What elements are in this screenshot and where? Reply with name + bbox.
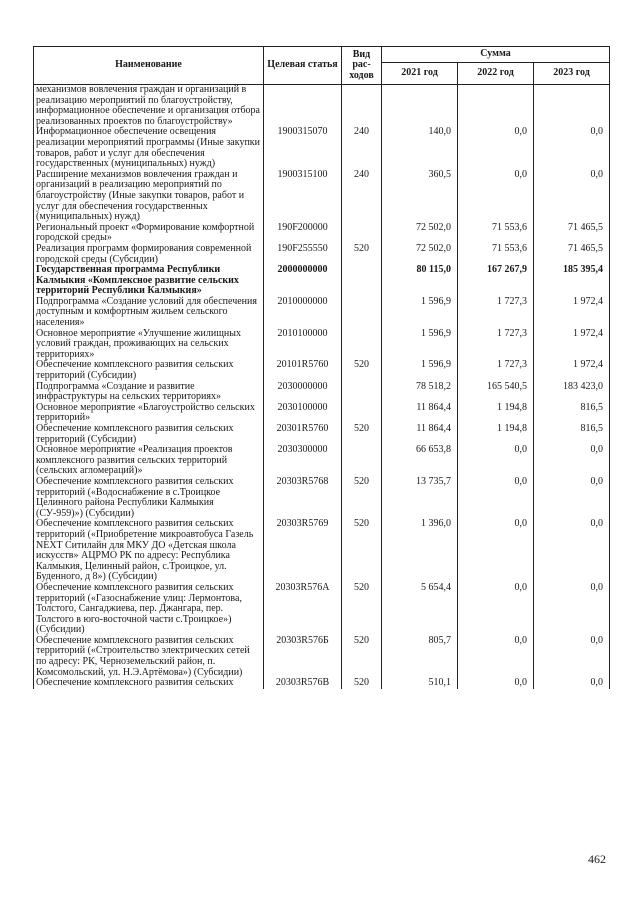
- table-row: [34, 636, 610, 678]
- row-expense-type: [342, 85, 382, 128]
- row-expense-type: [342, 265, 382, 297]
- header-name: Наименование: [34, 47, 264, 85]
- row-expense-type: 240: [342, 127, 382, 169]
- row-value-2021: 80 115,0: [382, 265, 458, 297]
- row-name: Обеспечение комплексного развития сельских территорий (Субсидии): [34, 360, 264, 381]
- row-value-2022: 71 553,6: [458, 244, 534, 265]
- row-target-article: 20303R5768: [264, 477, 342, 519]
- row-value-2023: 0,0: [534, 636, 610, 678]
- table-header: [34, 47, 610, 85]
- header-year-2023: 2023 год: [534, 63, 610, 85]
- table-row: [34, 85, 610, 128]
- table-row: [34, 477, 610, 519]
- row-name: Обеспечение комплексного развития сельских территорий («Приобретение микроавтобуса Газель NEXT Ситилайн для МКУ ДО «Детская школа искусств» АЦРМО РК по адресу: Республика Калмыкия, Целинный район, с.Троицкое, ул. Буденного, д 8») (Субсидии): [34, 519, 264, 583]
- table-row: [34, 127, 610, 169]
- row-target-article: 20101R5760: [264, 360, 342, 381]
- table-row: [34, 583, 610, 636]
- row-expense-type: 520: [342, 360, 382, 381]
- row-target-article: 2010000000: [264, 297, 342, 329]
- row-value-2021: 360,5: [382, 170, 458, 223]
- row-value-2023: 1 972,4: [534, 297, 610, 329]
- row-value-2022: 165 540,5: [458, 382, 534, 403]
- row-value-2022: 1 727,3: [458, 297, 534, 329]
- table-row: [34, 445, 610, 477]
- row-value-2021: 1 596,9: [382, 360, 458, 381]
- row-name: Обеспечение комплексного развития сельских территорий («Строительство электрических сетей по адресу: РК, Черноземельский район, п. Комсомольский, ул. Н.Э.Артёмова») (Субсидии): [34, 636, 264, 678]
- row-value-2022: 0,0: [458, 127, 534, 169]
- row-expense-type: 240: [342, 170, 382, 223]
- row-value-2021: 78 518,2: [382, 382, 458, 403]
- row-value-2022: 0,0: [458, 445, 534, 477]
- row-expense-type: [342, 382, 382, 403]
- table-row: [34, 382, 610, 403]
- row-target-article: 2030300000: [264, 445, 342, 477]
- row-value-2022: 1 727,3: [458, 360, 534, 381]
- row-value-2021: 72 502,0: [382, 223, 458, 244]
- row-value-2021: 72 502,0: [382, 244, 458, 265]
- row-value-2021: 11 864,4: [382, 424, 458, 445]
- row-value-2023: 71 465,5: [534, 223, 610, 244]
- row-expense-type: [342, 329, 382, 361]
- row-value-2023: 816,5: [534, 424, 610, 445]
- row-expense-type: 520: [342, 678, 382, 689]
- row-value-2021: 5 654,4: [382, 583, 458, 636]
- row-value-2023: 816,5: [534, 403, 610, 424]
- row-expense-type: [342, 403, 382, 424]
- row-value-2022: 1 194,8: [458, 424, 534, 445]
- row-target-article: 20303R576В: [264, 678, 342, 689]
- row-value-2021: 1 596,9: [382, 329, 458, 361]
- row-name: Региональный проект «Формирование комфортной городской среды»: [34, 223, 264, 244]
- row-expense-type: [342, 297, 382, 329]
- row-target-article: 20303R576Б: [264, 636, 342, 678]
- row-value-2023: 1 972,4: [534, 329, 610, 361]
- row-target-article: 2030100000: [264, 403, 342, 424]
- table-row: [34, 244, 610, 265]
- row-value-2023: 71 465,5: [534, 244, 610, 265]
- row-value-2023: 0,0: [534, 678, 610, 689]
- row-value-2023: 0,0: [534, 477, 610, 519]
- header-sum: Сумма: [382, 47, 610, 63]
- row-value-2021: [382, 85, 458, 128]
- row-value-2023: 0,0: [534, 170, 610, 223]
- row-target-article: 1900315100: [264, 170, 342, 223]
- row-target-article: 190F255550: [264, 244, 342, 265]
- row-target-article: 1900315070: [264, 127, 342, 169]
- row-target-article: 20303R5769: [264, 519, 342, 583]
- row-value-2022: [458, 85, 534, 128]
- row-expense-type: 520: [342, 519, 382, 583]
- table-row: [34, 424, 610, 445]
- row-target-article: 2030000000: [264, 382, 342, 403]
- row-name: Обеспечение комплексного развития сельских территорий (Субсидии): [34, 424, 264, 445]
- page-number: 462: [588, 852, 606, 866]
- row-name: Обеспечение комплексного развития сельских: [34, 678, 264, 689]
- row-value-2021: 13 735,7: [382, 477, 458, 519]
- row-value-2021: 1 396,0: [382, 519, 458, 583]
- row-value-2022: 0,0: [458, 678, 534, 689]
- row-value-2022: 167 267,9: [458, 265, 534, 297]
- header-expense-type: Вид рас-ходов: [342, 47, 382, 85]
- row-name: Основное мероприятие «Улучшение жилищных условий граждан, проживающих на сельских территориях»: [34, 329, 264, 361]
- row-name: Подпрограмма «Создание и развитие инфраструктуры на сельских территориях»: [34, 382, 264, 403]
- row-value-2022: 0,0: [458, 636, 534, 678]
- row-name: Обеспечение комплексного развития сельских территорий («Газоснабжение улиц: Лермонтова, Толстого, Сангаджиева, пер. Джангара, пер. Толстого в юго-восточной части с.Троицкое») (Субсидии): [34, 583, 264, 636]
- row-expense-type: [342, 445, 382, 477]
- row-value-2023: 1 972,4: [534, 360, 610, 381]
- row-expense-type: 520: [342, 424, 382, 445]
- row-target-article: 20303R576А: [264, 583, 342, 636]
- row-value-2022: 0,0: [458, 477, 534, 519]
- row-target-article: 2010100000: [264, 329, 342, 361]
- row-value-2023: 0,0: [534, 583, 610, 636]
- row-value-2023: [534, 85, 610, 128]
- row-value-2021: 510,1: [382, 678, 458, 689]
- row-value-2023: 0,0: [534, 519, 610, 583]
- row-value-2022: 71 553,6: [458, 223, 534, 244]
- row-expense-type: 520: [342, 636, 382, 678]
- header-year-2021: 2021 год: [382, 63, 458, 85]
- row-name: Основное мероприятие «Благоустройство сельских территорий»: [34, 403, 264, 424]
- row-value-2023: 185 395,4: [534, 265, 610, 297]
- header-year-2022: 2022 год: [458, 63, 534, 85]
- row-value-2021: 66 653,8: [382, 445, 458, 477]
- row-expense-type: 520: [342, 477, 382, 519]
- table-row: [34, 329, 610, 361]
- row-value-2021: 140,0: [382, 127, 458, 169]
- table-row: [34, 297, 610, 329]
- table-row: [34, 265, 610, 297]
- row-target-article: [264, 85, 342, 128]
- table-body: [34, 85, 610, 689]
- table-row: [34, 223, 610, 244]
- header-target-article: Целевая статья: [264, 47, 342, 85]
- row-value-2023: 0,0: [534, 445, 610, 477]
- row-name: механизмов вовлечения граждан и организаций в реализацию мероприятий по благоустройству, информационное обеспечение и организация отбора реализованных проектов по благоустройству»: [34, 85, 264, 128]
- row-value-2022: 1 194,8: [458, 403, 534, 424]
- row-value-2021: 1 596,9: [382, 297, 458, 329]
- row-name: Информационное обеспечение освещения реализации мероприятий программы (Иные закупки товаров, работ и услуг для обеспечения государственных (муниципальных) нужд): [34, 127, 264, 169]
- row-value-2022: 0,0: [458, 519, 534, 583]
- row-name: Подпрограмма «Создание условий для обеспечения доступным и комфортным жильем сельского населения»: [34, 297, 264, 329]
- row-expense-type: 520: [342, 583, 382, 636]
- table-row: [34, 360, 610, 381]
- row-value-2021: 11 864,4: [382, 403, 458, 424]
- table-row: [34, 678, 610, 689]
- table-row: [34, 170, 610, 223]
- row-name: Реализация программ формирования современной городской среды (Субсидии): [34, 244, 264, 265]
- row-expense-type: 520: [342, 244, 382, 265]
- row-value-2022: 0,0: [458, 583, 534, 636]
- budget-table: [33, 46, 610, 689]
- row-expense-type: [342, 223, 382, 244]
- row-value-2023: 183 423,0: [534, 382, 610, 403]
- row-value-2023: 0,0: [534, 127, 610, 169]
- row-target-article: 20301R5760: [264, 424, 342, 445]
- row-name: Основное мероприятие «Реализация проектов комплексного развития сельских территорий (сельских агломераций)»: [34, 445, 264, 477]
- row-name: Обеспечение комплексного развития сельских территорий («Водоснабжение в с.Троицкое Целинного района Республики Калмыкия (СУ-959)») (Субсидии): [34, 477, 264, 519]
- row-value-2022: 1 727,3: [458, 329, 534, 361]
- row-value-2021: 805,7: [382, 636, 458, 678]
- row-value-2022: 0,0: [458, 170, 534, 223]
- row-name: Государственная программа Республики Калмыкия «Комплексное развитие сельских территорий Республики Калмыкия»: [34, 265, 264, 297]
- row-target-article: 2000000000: [264, 265, 342, 297]
- table-row: [34, 403, 610, 424]
- row-target-article: 190F200000: [264, 223, 342, 244]
- row-name: Расширение механизмов вовлечения граждан и организаций в реализацию мероприятий по благоустройству (Иные закупки товаров, работ и услуг для обеспечения государственных (муниципальных) нужд): [34, 170, 264, 223]
- table-row: [34, 519, 610, 583]
